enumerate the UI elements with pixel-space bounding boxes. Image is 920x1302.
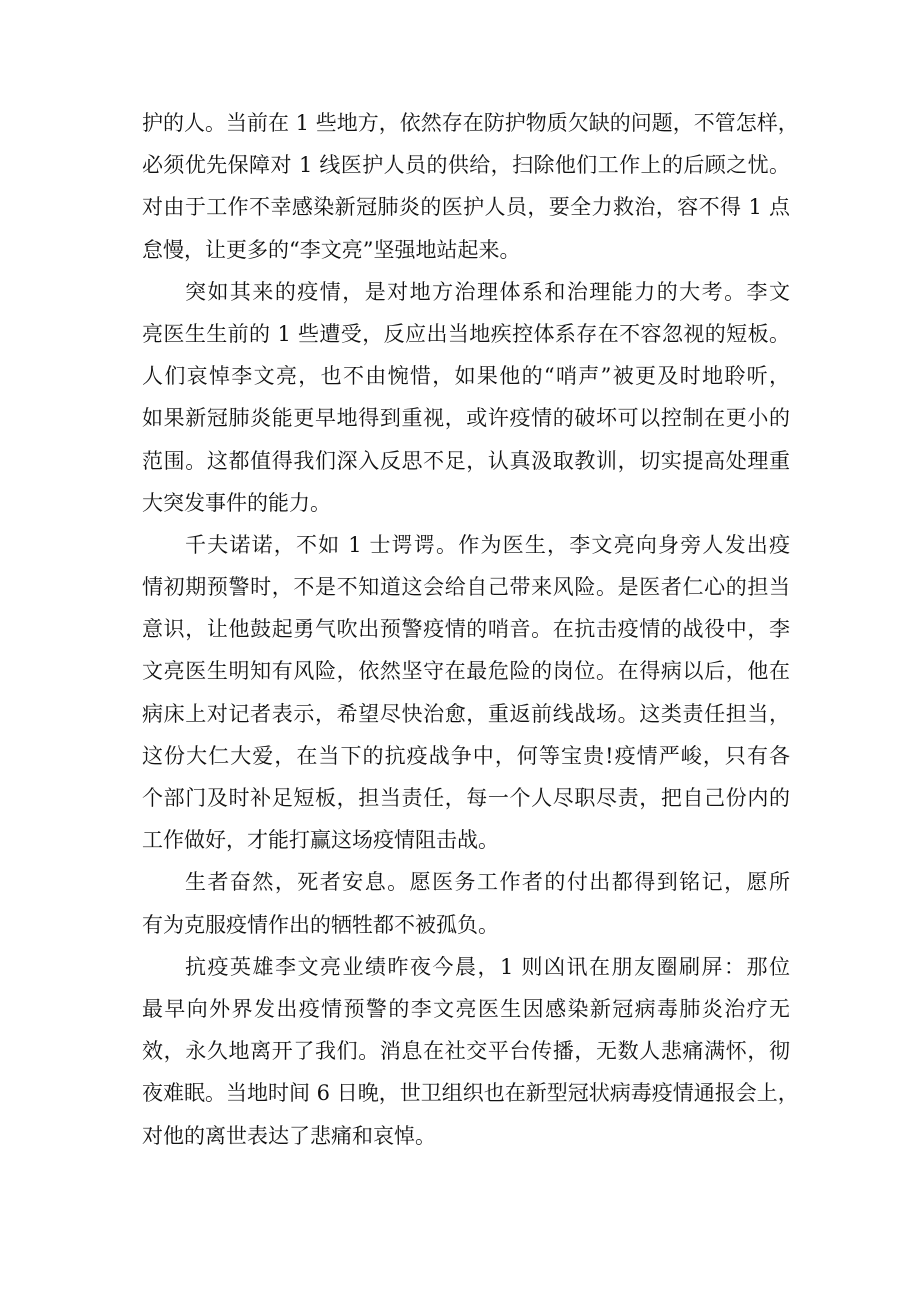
text-line: 突如其来的疫情，是对地方治理体系和治理能力的大考。李文 [185,279,790,304]
text-line: 对他的离世表达了悲痛和哀悼。 [142,1123,436,1148]
text-line: 怠慢，让更多的“李文亮”坚强地站起来。 [142,237,521,262]
text-line: 意识，让他鼓起勇气吹出预警疫情的哨音。在抗击疫情的战役中，李 [142,617,790,642]
text-line: 效，永久地离开了我们。消息在社交平台传播，无数人悲痛满怀，彻 [142,1039,790,1064]
text-line: 夜难眠。当地时间 6 日晚，世卫组织也在新型冠状病毒疫情通报会上， [142,1081,799,1106]
text-line: 文亮医生明知有风险，依然坚守在最危险的岗位。在得病以后，他在 [142,659,790,684]
paragraph-1 [142,102,799,271]
text-line: 亮医生生前的 1 些遭受，反应出当地疾控体系存在不容忽视的短板。 [142,321,790,346]
text-line: 有为克服疫情作出的牺牲都不被孤负。 [142,912,499,937]
text-line: 护的人。当前在 1 些地方，依然存在防护物质欠缺的问题，不管怎样， [142,111,799,135]
text-line: 大突发事件的能力。 [142,490,331,515]
text-line: 对由于工作不幸感染新冠肺炎的医护人员，要全力救治，容不得 1 点 [142,195,790,220]
text-line: 范围。这都值得我们深入反思不足，认真汲取教训，切实提高处理重 [142,448,790,473]
text-line: 必须优先保障对 1 线医护人员的供给，扫除他们工作上的后顾之忧。 [142,153,790,178]
document-body [142,102,799,1157]
text-line: 千夫诺诺，不如 1 士谔谔。作为医生，李文亮向身旁人发出疫 [185,532,790,557]
paragraph-5 [142,946,799,1157]
text-line: 最早向外界发出疫情预警的李文亮医生因感染新冠病毒肺炎治疗无 [142,996,790,1021]
text-line: 抗疫英雄李文亮业绩昨夜今晨，1 则凶讯在朋友圈刷屏：那位 [185,954,790,979]
paragraph-3 [142,524,790,862]
text-line: 情初期预警时，不是不知道这会给自己带来风险。是医者仁心的担当 [142,575,790,600]
text-line: 这份大仁大爱，在当下的抗疫战争中，何等宝贵!疫情严峻，只有各 [142,743,790,768]
paragraph-2 [142,271,790,524]
text-line: 人们哀悼李文亮，也不由惋惜，如果他的“哨声”被更及时地聆听， [142,364,790,389]
paragraph-4 [142,861,790,945]
text-line: 个部门及时补足短板，担当责任，每一个人尽职尽责，把自己份内的 [142,786,790,810]
text-line: 病床上对记者表示，希望尽快治愈，重返前线战场。这类责任担当， [142,701,790,726]
text-line: 如果新冠肺炎能更早地得到重视，或许疫情的破坏可以控制在更小的 [142,406,790,431]
text-line: 生者奋然，死者安息。愿医务工作者的付出都得到铭记，愿所 [185,870,790,895]
text-line: 工作做好，才能打赢这场疫情阻击战。 [142,828,499,853]
